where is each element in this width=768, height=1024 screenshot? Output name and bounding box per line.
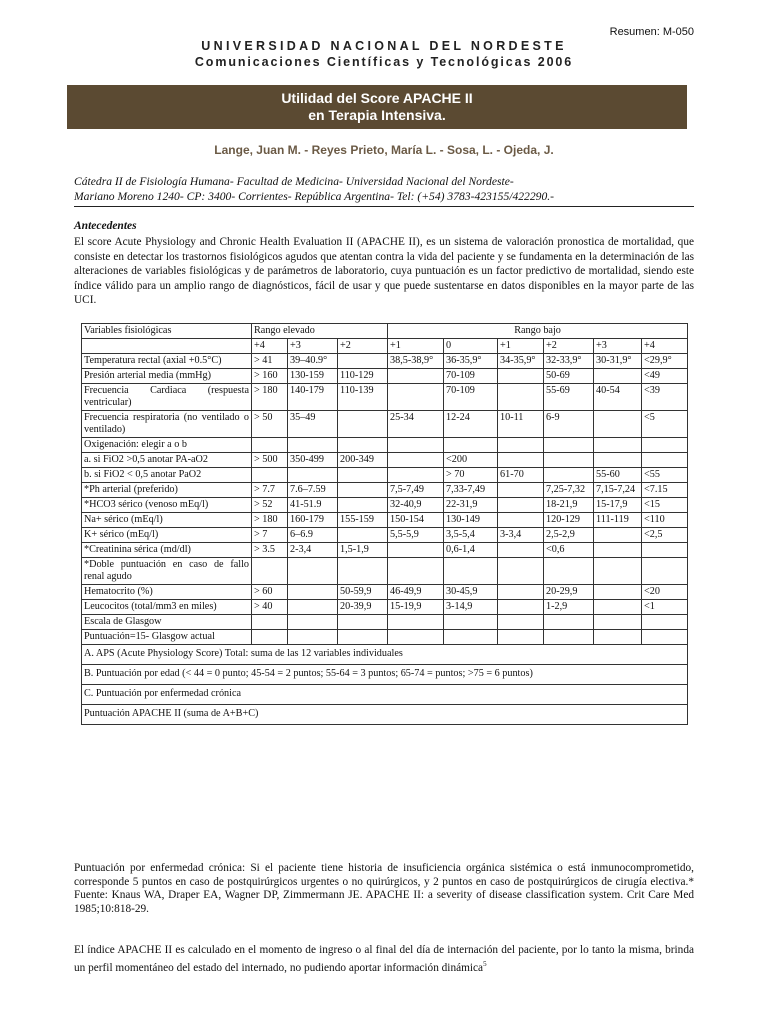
authors: Lange, Juan M. - Reyes Prieto, María L. - Sosa, L. - Ojeda, J. bbox=[214, 143, 554, 157]
range-cell bbox=[388, 453, 444, 468]
range-cell: > 41 bbox=[252, 354, 288, 369]
range-cell: 140-179 bbox=[288, 384, 338, 411]
range-cell: > 52 bbox=[252, 498, 288, 513]
range-cell bbox=[594, 411, 642, 438]
range-cell: 61-70 bbox=[498, 468, 544, 483]
range-cell: 41-51.9 bbox=[288, 498, 338, 513]
range-cell: > 500 bbox=[252, 453, 288, 468]
range-cell bbox=[498, 369, 544, 384]
variable-name: K+ sérico (mEq/l) bbox=[82, 528, 252, 543]
range-cell: 3-14,9 bbox=[444, 600, 498, 615]
range-cell bbox=[498, 438, 544, 453]
range-cell: <1 bbox=[642, 600, 688, 615]
range-cell bbox=[252, 615, 288, 630]
range-cell: 40-54 bbox=[594, 384, 642, 411]
range-cell: > 70 bbox=[444, 468, 498, 483]
range-cell: 39–40.9° bbox=[288, 354, 338, 369]
range-cell: <5 bbox=[642, 411, 688, 438]
range-cell: > 7.7 bbox=[252, 483, 288, 498]
table-row bbox=[82, 483, 688, 498]
range-cell: 0,6-1,4 bbox=[444, 543, 498, 558]
summary-row bbox=[82, 645, 688, 665]
range-cell bbox=[642, 630, 688, 645]
table-row bbox=[82, 528, 688, 543]
range-cell bbox=[288, 558, 338, 585]
range-cell bbox=[444, 558, 498, 585]
range-cell: > 60 bbox=[252, 585, 288, 600]
summary-row bbox=[82, 685, 688, 705]
apache-index-paragraph bbox=[74, 944, 694, 975]
publication-subtitle: Comunicaciones Científicas y Tecnológicas 2006 bbox=[194, 55, 574, 69]
range-cell: 32-33,9° bbox=[544, 354, 594, 369]
range-cell: 7,5-7,49 bbox=[388, 483, 444, 498]
range-cell bbox=[388, 615, 444, 630]
range-cell: > 40 bbox=[252, 600, 288, 615]
range-cell: > 180 bbox=[252, 513, 288, 528]
range-cell: 130-149 bbox=[444, 513, 498, 528]
range-cell: 110-139 bbox=[338, 384, 388, 411]
range-cell bbox=[498, 630, 544, 645]
summary-text: B. Puntuación por edad (< 44 = 0 punto; 45-54 = 2 puntos; 55-64 = 3 puntos; 65-74 = puntos; >75 = 6 puntos) bbox=[82, 665, 688, 685]
range-cell bbox=[642, 558, 688, 585]
range-cell bbox=[288, 600, 338, 615]
antecedentes-body: El score Acute Physiology and Chronic Health Evaluation II (APACHE II), es un sistema de valoración pronostica de mortalidad, que consiste en detectar los trastornos fisiológicos agudos que atentan contra la vida del paciente y se fundamenta en la determinación de las alteraciones de variables fisiológicas y de parámetros de laboratorio, cuya puntuación es un factor predictivo de mortalidad, siendo este índice válido para un amplio rango de diagnósticos, fácil de usar y que puede sustentarse en datos disponibles en la mayor parte de las UCI. bbox=[74, 236, 694, 307]
range-cell bbox=[338, 498, 388, 513]
range-cell bbox=[594, 453, 642, 468]
range-cell: 36-35,9° bbox=[444, 354, 498, 369]
range-cell: 20-39,9 bbox=[338, 600, 388, 615]
range-cell bbox=[594, 615, 642, 630]
range-cell: 2-3,4 bbox=[288, 543, 338, 558]
range-cell bbox=[388, 369, 444, 384]
range-cell bbox=[388, 438, 444, 453]
summary-row bbox=[82, 665, 688, 685]
range-cell: 6–6.9 bbox=[288, 528, 338, 543]
range-cell bbox=[498, 615, 544, 630]
variable-name: b. si FiO2 < 0,5 anotar PaO2 bbox=[82, 468, 252, 483]
range-cell bbox=[594, 630, 642, 645]
range-cell bbox=[498, 498, 544, 513]
range-cell bbox=[288, 468, 338, 483]
range-cell bbox=[338, 528, 388, 543]
header-rango-elevado: Rango elevado bbox=[252, 324, 388, 339]
range-cell: 110-129 bbox=[338, 369, 388, 384]
points-empty-cell bbox=[82, 339, 252, 354]
antecedentes-heading: Antecedentes bbox=[74, 220, 137, 232]
range-cell bbox=[288, 438, 338, 453]
range-cell bbox=[594, 585, 642, 600]
range-cell: <29,9° bbox=[642, 354, 688, 369]
range-cell bbox=[444, 630, 498, 645]
table-row bbox=[82, 498, 688, 513]
range-cell: 20-29,9 bbox=[544, 585, 594, 600]
table-row bbox=[82, 453, 688, 468]
range-cell bbox=[594, 369, 642, 384]
range-cell bbox=[288, 585, 338, 600]
header-rango-bajo: Rango bajo bbox=[388, 324, 688, 339]
range-cell: 7,25-7,32 bbox=[544, 483, 594, 498]
title-line-2: en Terapia Intensiva. bbox=[308, 107, 446, 123]
range-cell bbox=[594, 438, 642, 453]
variable-name: *Creatinina sérica (md/dl) bbox=[82, 543, 252, 558]
range-cell: <49 bbox=[642, 369, 688, 384]
range-cell bbox=[252, 558, 288, 585]
range-cell: 34-35,9° bbox=[498, 354, 544, 369]
summary-row bbox=[82, 705, 688, 725]
range-cell: 2,5-2,9 bbox=[544, 528, 594, 543]
range-cell bbox=[288, 630, 338, 645]
range-cell bbox=[444, 438, 498, 453]
range-cell: 120-129 bbox=[544, 513, 594, 528]
range-cell bbox=[498, 453, 544, 468]
range-cell: > 160 bbox=[252, 369, 288, 384]
range-cell: 7.6–7.59 bbox=[288, 483, 338, 498]
range-cell: <39 bbox=[642, 384, 688, 411]
range-cell bbox=[338, 615, 388, 630]
range-cell bbox=[544, 630, 594, 645]
reference-superscript: 5 bbox=[483, 959, 487, 968]
range-cell: 22-31,9 bbox=[444, 498, 498, 513]
apache-table bbox=[81, 323, 688, 725]
variable-name: *Doble puntuación en caso de fallo renal agudo bbox=[82, 558, 252, 585]
range-cell: 12-24 bbox=[444, 411, 498, 438]
range-cell: 150-154 bbox=[388, 513, 444, 528]
apache-table-body bbox=[82, 324, 688, 725]
range-cell: 15-17,9 bbox=[594, 498, 642, 513]
summary-text: A. APS (Acute Physiology Score) Total: suma de las 12 variables individuales bbox=[82, 645, 688, 665]
variable-name: *HCO3 sérico (venoso mEq/l) bbox=[82, 498, 252, 513]
table-points-row bbox=[82, 339, 688, 354]
range-cell: 7,15-7,24 bbox=[594, 483, 642, 498]
range-cell bbox=[252, 630, 288, 645]
range-cell: > 180 bbox=[252, 384, 288, 411]
resumen-code: Resumen: M-050 bbox=[609, 26, 694, 38]
range-cell bbox=[388, 558, 444, 585]
range-cell bbox=[252, 468, 288, 483]
range-cell: 7,33-7,49 bbox=[444, 483, 498, 498]
variable-name: Frecuencia respiratoria (no ventilado o ventilado) bbox=[82, 411, 252, 438]
range-cell: 38,5-38,9° bbox=[388, 354, 444, 369]
table-row bbox=[82, 411, 688, 438]
affiliation bbox=[74, 174, 694, 204]
points-cell: +2 bbox=[544, 339, 594, 354]
divider bbox=[74, 206, 694, 207]
title-banner bbox=[67, 85, 687, 129]
table-row bbox=[82, 585, 688, 600]
variable-name: Na+ sérico (mEq/l) bbox=[82, 513, 252, 528]
range-cell bbox=[338, 438, 388, 453]
range-cell bbox=[288, 615, 338, 630]
range-cell bbox=[544, 468, 594, 483]
range-cell bbox=[252, 438, 288, 453]
variable-name: Presión arterial media (mmHg) bbox=[82, 369, 252, 384]
variable-name: Temperatura rectal (axial +0.5°C) bbox=[82, 354, 252, 369]
range-cell: 5,5-5,9 bbox=[388, 528, 444, 543]
table-row bbox=[82, 600, 688, 615]
range-cell: <20 bbox=[642, 585, 688, 600]
range-cell bbox=[338, 354, 388, 369]
range-cell bbox=[498, 483, 544, 498]
title-line-1: Utilidad del Score APACHE II bbox=[281, 90, 473, 106]
range-cell: 32-40,9 bbox=[388, 498, 444, 513]
range-cell: > 50 bbox=[252, 411, 288, 438]
variable-name: Escala de Glasgow bbox=[82, 615, 252, 630]
range-cell: 25-34 bbox=[388, 411, 444, 438]
affiliation-line-2: Mariano Moreno 1240- CP: 3400- Corrientes- República Argentina- Tel: (+54) 3783-423155/422290.- bbox=[74, 190, 555, 203]
range-cell: 55-60 bbox=[594, 468, 642, 483]
variable-name: Hematocrito (%) bbox=[82, 585, 252, 600]
points-cell: +2 bbox=[338, 339, 388, 354]
table-row bbox=[82, 543, 688, 558]
table-row bbox=[82, 354, 688, 369]
range-cell: <55 bbox=[642, 468, 688, 483]
range-cell bbox=[388, 384, 444, 411]
range-cell bbox=[544, 615, 594, 630]
range-cell: 1,5-1,9 bbox=[338, 543, 388, 558]
table-row bbox=[82, 615, 688, 630]
range-cell bbox=[338, 483, 388, 498]
range-cell: 160-179 bbox=[288, 513, 338, 528]
range-cell: <0,6 bbox=[544, 543, 594, 558]
variable-name: Oxigenación: elegir a o b bbox=[82, 438, 252, 453]
summary-text: C. Puntuación por enfermedad crónica bbox=[82, 685, 688, 705]
range-cell: 18-21,9 bbox=[544, 498, 594, 513]
table-row bbox=[82, 369, 688, 384]
range-cell bbox=[642, 438, 688, 453]
range-cell: 3,5-5,4 bbox=[444, 528, 498, 543]
affiliation-line-1: Cátedra II de Fisiología Humana- Facultad de Medicina- Universidad Nacional del Nordeste- bbox=[74, 175, 514, 188]
range-cell bbox=[594, 558, 642, 585]
range-cell bbox=[338, 411, 388, 438]
points-cell: +4 bbox=[642, 339, 688, 354]
range-cell: 111-119 bbox=[594, 513, 642, 528]
range-cell: 30-31,9° bbox=[594, 354, 642, 369]
variable-name: Leucocitos (total/mm3 en miles) bbox=[82, 600, 252, 615]
range-cell bbox=[338, 630, 388, 645]
range-cell: <110 bbox=[642, 513, 688, 528]
university-name: UNIVERSIDAD NACIONAL DEL NORDESTE bbox=[201, 39, 567, 53]
range-cell: 55-69 bbox=[544, 384, 594, 411]
variable-name: *Ph arterial (preferido) bbox=[82, 483, 252, 498]
range-cell: > 7 bbox=[252, 528, 288, 543]
range-cell: 15-19,9 bbox=[388, 600, 444, 615]
table-row bbox=[82, 630, 688, 645]
variable-name: Puntuación=15- Glasgow actual bbox=[82, 630, 252, 645]
points-cell: 0 bbox=[444, 339, 498, 354]
range-cell: 6-9 bbox=[544, 411, 594, 438]
points-cell: +3 bbox=[288, 339, 338, 354]
range-cell bbox=[498, 558, 544, 585]
range-cell: 155-159 bbox=[338, 513, 388, 528]
range-cell bbox=[498, 600, 544, 615]
range-cell bbox=[388, 630, 444, 645]
variable-name: Frecuencia Cardiaca (respuesta ventricular) bbox=[82, 384, 252, 411]
range-cell bbox=[642, 615, 688, 630]
range-cell: 70-109 bbox=[444, 369, 498, 384]
range-cell bbox=[388, 543, 444, 558]
table-header-row bbox=[82, 324, 688, 339]
range-cell: 3-3,4 bbox=[498, 528, 544, 543]
range-cell bbox=[498, 384, 544, 411]
range-cell bbox=[594, 543, 642, 558]
range-cell bbox=[544, 558, 594, 585]
points-cell: +3 bbox=[594, 339, 642, 354]
table-row bbox=[82, 513, 688, 528]
range-cell bbox=[642, 543, 688, 558]
header-variables: Variables fisiológicas bbox=[82, 324, 252, 339]
range-cell: 35–49 bbox=[288, 411, 338, 438]
table-row bbox=[82, 384, 688, 411]
range-cell: 70-109 bbox=[444, 384, 498, 411]
points-cell: +1 bbox=[388, 339, 444, 354]
range-cell: <200 bbox=[444, 453, 498, 468]
range-cell: 10-11 bbox=[498, 411, 544, 438]
summary-text: Puntuación APACHE II (suma de A+B+C) bbox=[82, 705, 688, 725]
range-cell: <2,5 bbox=[642, 528, 688, 543]
variable-name: a. si FiO2 >0,5 anotar PA-aO2 bbox=[82, 453, 252, 468]
range-cell bbox=[338, 558, 388, 585]
range-cell: 30-45,9 bbox=[444, 585, 498, 600]
range-cell: 350-499 bbox=[288, 453, 338, 468]
range-cell: <7.15 bbox=[642, 483, 688, 498]
table-row bbox=[82, 558, 688, 585]
range-cell: > 3.5 bbox=[252, 543, 288, 558]
range-cell: 50-59,9 bbox=[338, 585, 388, 600]
range-cell: 200-349 bbox=[338, 453, 388, 468]
range-cell bbox=[498, 585, 544, 600]
range-cell bbox=[642, 453, 688, 468]
apache-index-text: El índice APACHE II es calculado en el momento de ingreso o al final del día de internación del paciente, por lo tanto la misma, brinda un perfil momentáneo del estado del internado, no pudiendo aportar información dinámica bbox=[74, 944, 694, 974]
range-cell bbox=[498, 513, 544, 528]
range-cell bbox=[338, 468, 388, 483]
table-row bbox=[82, 438, 688, 453]
range-cell bbox=[388, 468, 444, 483]
range-cell bbox=[544, 438, 594, 453]
range-cell: 1-2,9 bbox=[544, 600, 594, 615]
range-cell bbox=[498, 543, 544, 558]
range-cell: <15 bbox=[642, 498, 688, 513]
range-cell: 46-49,9 bbox=[388, 585, 444, 600]
points-cell: +4 bbox=[252, 339, 288, 354]
range-cell: 50-69 bbox=[544, 369, 594, 384]
chronic-disease-paragraph: Puntuación por enfermedad crónica: Si el paciente tiene historia de insuficiencia orgánica sistémica o está inmunocomprometido, corresponde 5 puntos en caso de postquirúrgicos urgentes o no quirúrgicos, y 2 puntos en caso de postquirúrgicos de cirugía electiva.* Fuente: Knaus WA, Draper EA, Wagner DP, Zimmermann JE. APACHE II: a severity of disease classification system. Crit Care Med 1985;10:818-29. bbox=[74, 862, 694, 915]
range-cell: 130-159 bbox=[288, 369, 338, 384]
table-row bbox=[82, 468, 688, 483]
range-cell bbox=[594, 600, 642, 615]
points-cell: +1 bbox=[498, 339, 544, 354]
range-cell bbox=[594, 528, 642, 543]
range-cell bbox=[444, 615, 498, 630]
range-cell bbox=[544, 453, 594, 468]
